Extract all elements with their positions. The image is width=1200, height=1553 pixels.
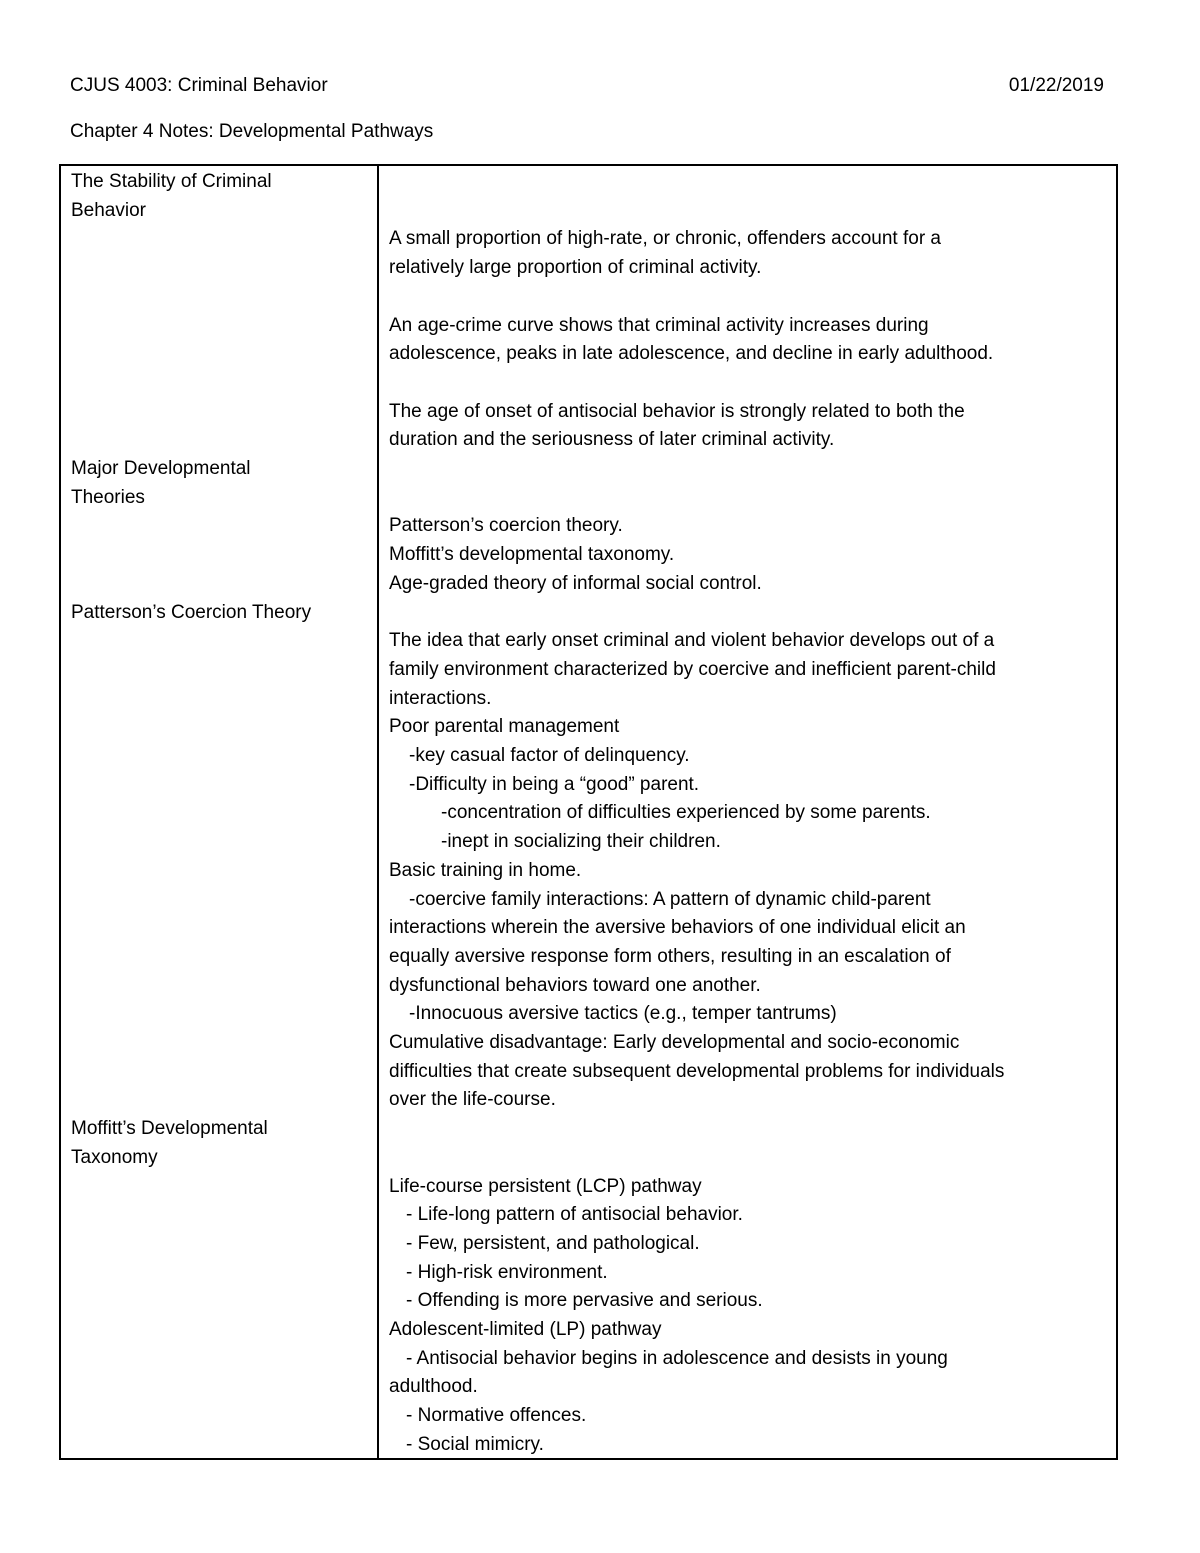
note-line: -coercive family interactions: A pattern of dynamic child-parent <box>409 888 931 910</box>
note-line: - Life-long pattern of antisocial behavior. <box>406 1204 743 1226</box>
topic-stability-line2: Behavior <box>71 199 146 221</box>
note-line: Life-course persistent (LCP) pathway <box>389 1175 702 1197</box>
note-line: -key casual factor of delinquency. <box>409 745 690 766</box>
note-line: -Innocuous aversive tactics (e.g., temper tantrums) <box>409 1003 837 1025</box>
note-line: - High-risk environment. <box>406 1261 608 1283</box>
column-divider <box>377 166 379 1458</box>
note-line: Moffitt’s developmental taxonomy. <box>389 544 675 566</box>
note-line: family environment characterized by coercive and inefficient parent-child <box>389 658 996 680</box>
note-line: -inept in socializing their children. <box>441 831 721 853</box>
note-line: - Normative offences. <box>406 1405 587 1427</box>
note-line: Patterson’s coercion theory. <box>389 515 623 537</box>
course-title: CJUS 4003: Criminal Behavior <box>70 75 328 96</box>
note-line: relatively large proportion of criminal activity. <box>389 257 762 279</box>
note-line: dysfunctional behaviors toward one another. <box>389 974 761 996</box>
note-line: - Few, persistent, and pathological. <box>406 1232 700 1254</box>
topic-stability-line1: The Stability of Criminal <box>71 171 272 192</box>
note-line: Adolescent-limited (LP) pathway <box>389 1319 662 1340</box>
note-line: adulthood. <box>389 1376 478 1398</box>
note-line: An age-crime curve shows that criminal activity increases during <box>389 314 929 336</box>
topic-taxonomy-line2: Taxonomy <box>71 1146 158 1168</box>
notes-table <box>59 164 1118 1460</box>
note-line: Age-graded theory of informal social control. <box>389 572 762 594</box>
note-line: - Social mimicry. <box>406 1433 544 1455</box>
note-line: Basic training in home. <box>389 859 582 881</box>
document-date: 01/22/2019 <box>1008 75 1104 96</box>
topic-theories-line2: Theories <box>71 486 145 508</box>
note-line: Poor parental management <box>389 716 620 738</box>
note-line: -concentration of difficulties experienced by some parents. <box>441 802 931 824</box>
note-line: adolescence, peaks in late adolescence, and decline in early adulthood. <box>389 343 994 365</box>
note-line: - Antisocial behavior begins in adolescence and desists in young <box>406 1347 948 1369</box>
topic-coercion: Patterson’s Coercion Theory <box>71 601 312 623</box>
note-line: The idea that early onset criminal and violent behavior develops out of a <box>389 630 995 652</box>
note-line: interactions. <box>389 687 492 709</box>
note-line: duration and the seriousness of later criminal activity. <box>389 429 835 451</box>
note-line: Cumulative disadvantage: Early developmental and socio-economic <box>389 1032 960 1053</box>
note-line: The age of onset of antisocial behavior is strongly related to both the <box>389 400 965 422</box>
chapter-title: Chapter 4 Notes: Developmental Pathways <box>70 121 434 142</box>
note-line: - Offending is more pervasive and serious. <box>406 1290 763 1312</box>
topic-taxonomy-line1: Moffitt’s Developmental <box>71 1118 268 1139</box>
note-line: A small proportion of high-rate, or chronic, offenders account for a <box>389 228 942 250</box>
note-line: interactions wherein the aversive behaviors of one individual elicit an <box>389 917 966 939</box>
note-line: equally aversive response form others, resulting in an escalation of <box>389 945 951 967</box>
note-line: over the life-course. <box>389 1089 556 1111</box>
topic-theories-line1: Major Developmental <box>71 458 251 479</box>
note-line: difficulties that create subsequent developmental problems for individuals <box>389 1060 1005 1082</box>
note-line: -Difficulty in being a “good” parent. <box>409 773 700 795</box>
